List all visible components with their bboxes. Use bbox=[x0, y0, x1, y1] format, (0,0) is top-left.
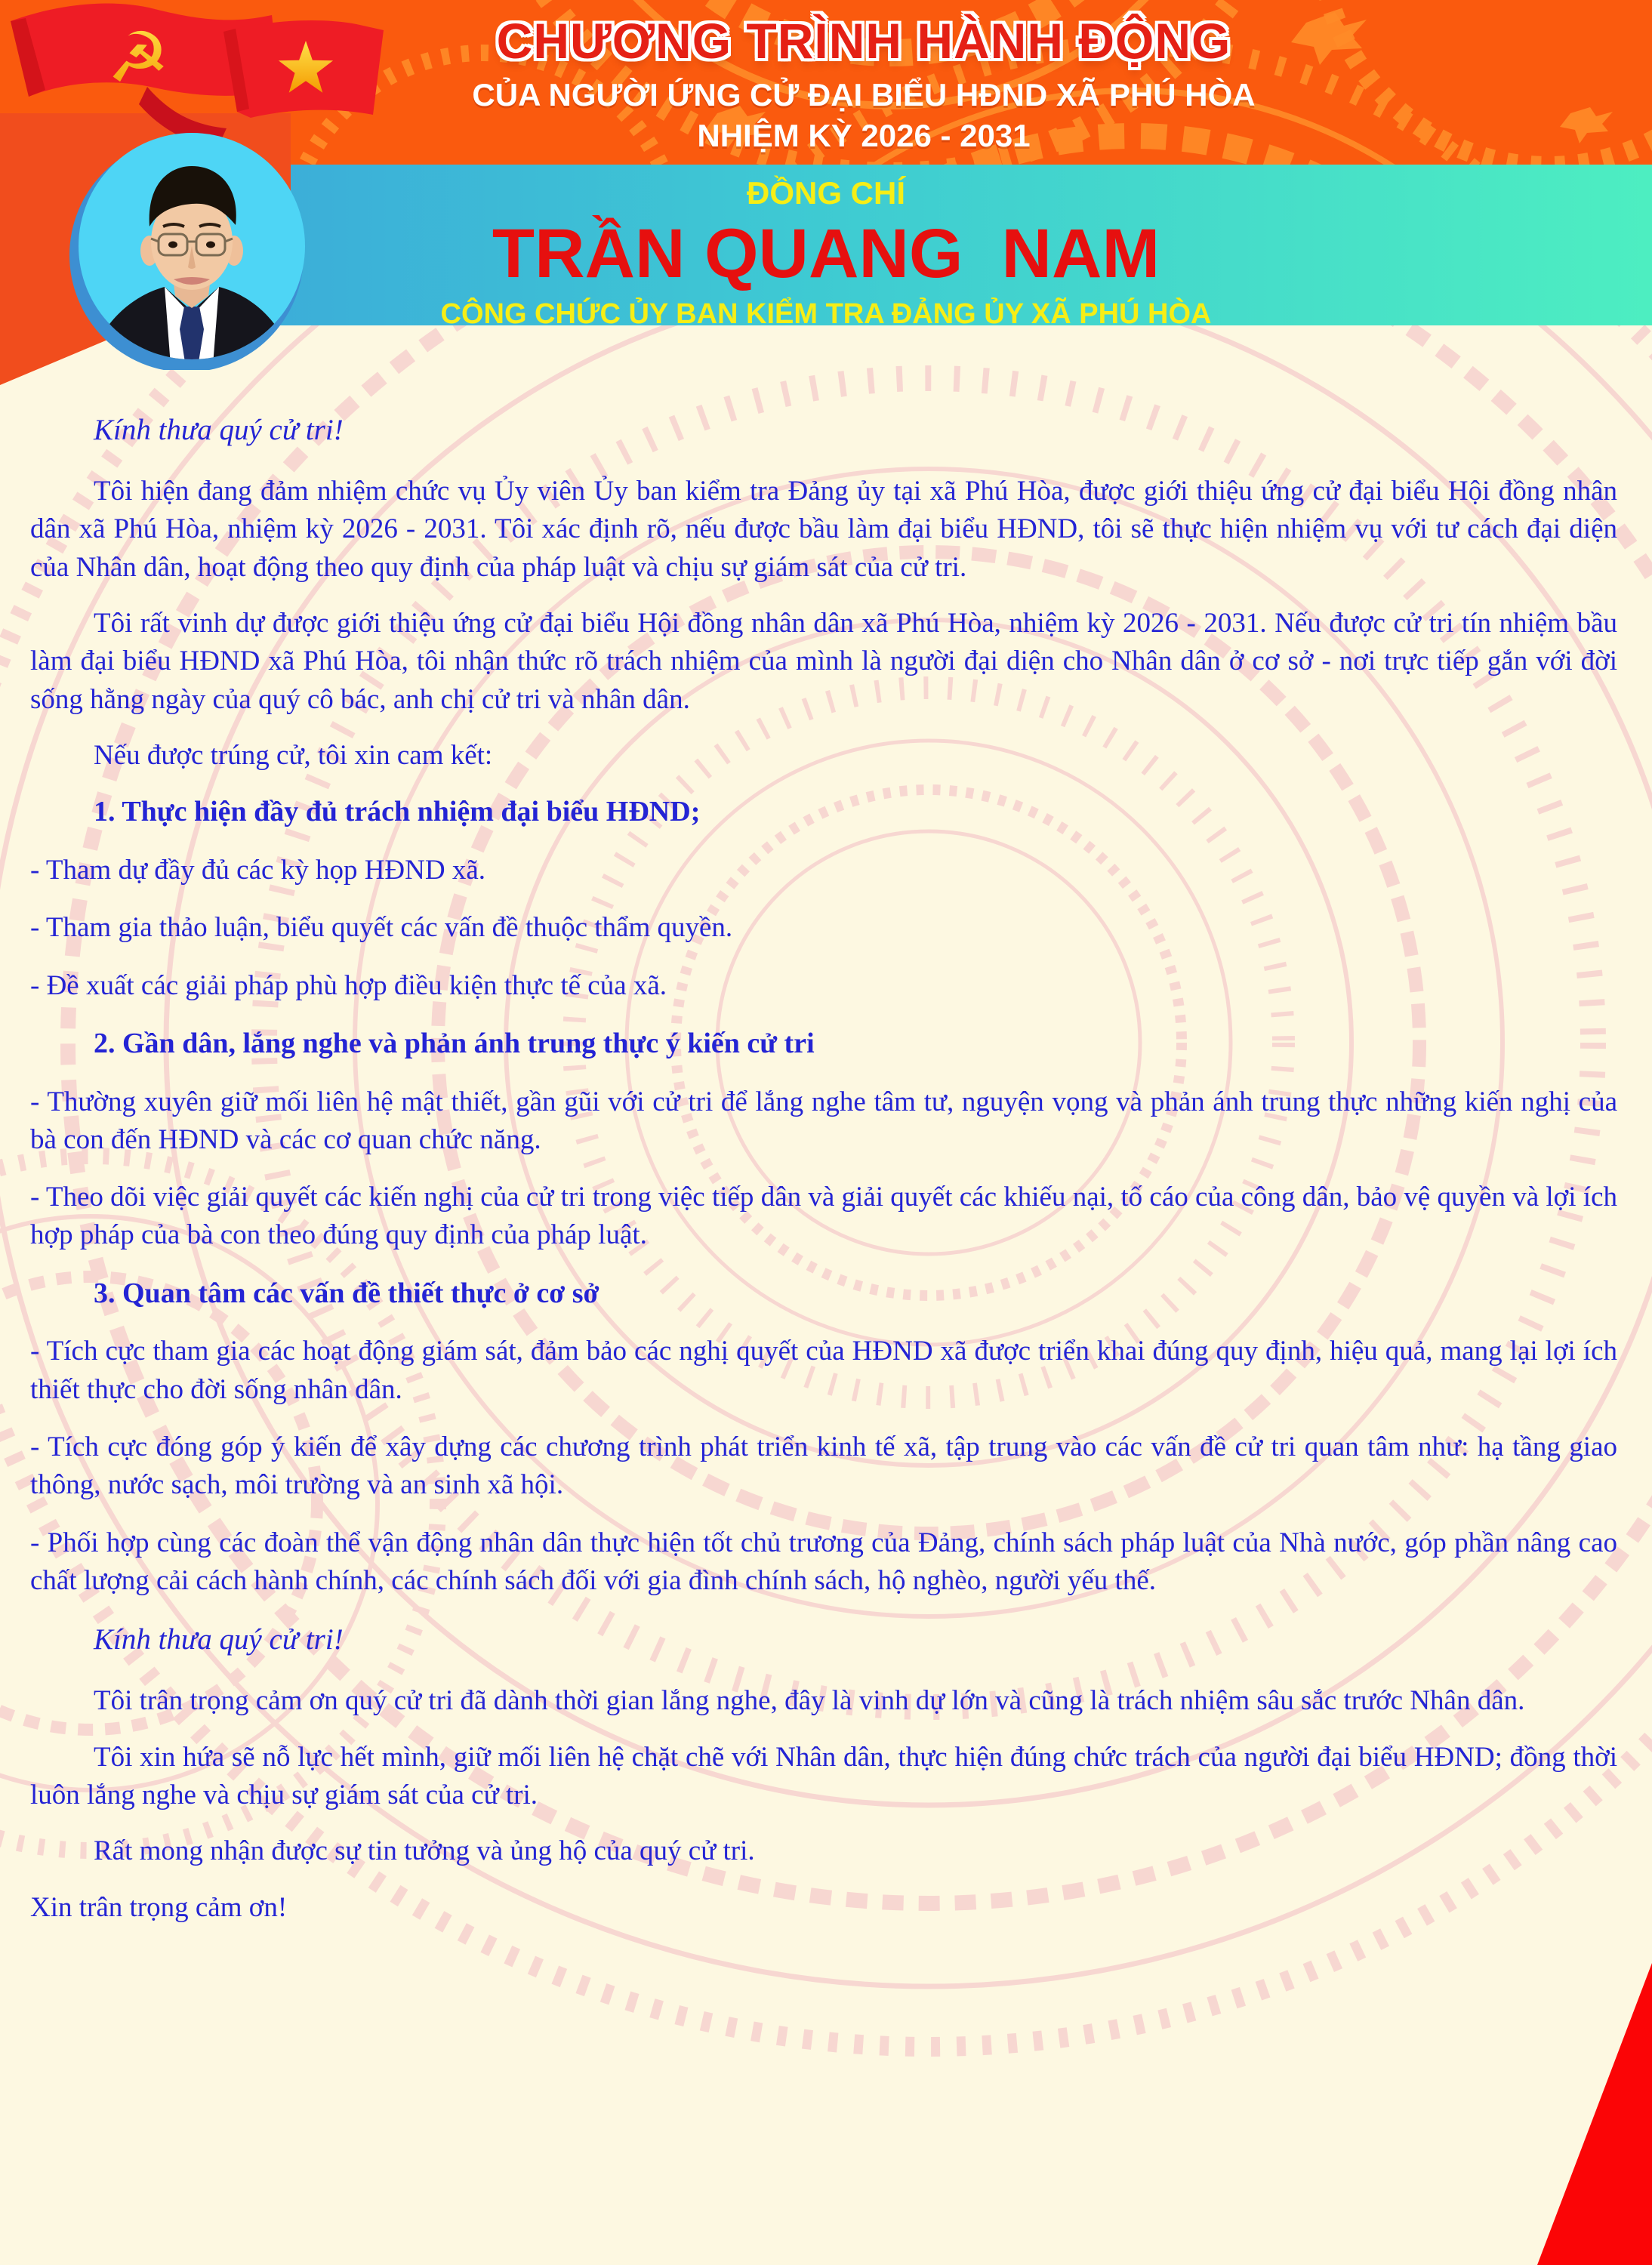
paragraph: Tôi trân trọng cảm ơn quý cử tri đã dành thời gian lắng nghe, đây là vinh dự lớn và cũng là trách nhiệm sâu sắc trước Nhân dân. bbox=[94, 1685, 1525, 1717]
honorific-label: ĐỒNG CHÍ bbox=[747, 175, 905, 211]
section-3-heading: 3. Quan tâm các vấn đề thiết thực ở cơ sở bbox=[94, 1277, 599, 1309]
gold-star-flag-icon bbox=[223, 20, 384, 118]
paragraph: Nếu được trúng cử, tôi xin cam kết: bbox=[94, 739, 493, 771]
program-title: CHƯƠNG TRÌNH HÀNH ĐỘNG bbox=[496, 13, 1231, 69]
candidate-photo bbox=[69, 131, 308, 374]
body-area bbox=[0, 325, 1652, 2265]
section-1-heading: 1. Thực hiện đầy đủ trách nhiệm đại biểu HĐND; bbox=[94, 796, 701, 828]
paragraph: Tôi rất vinh dự được giới thiệu ứng cử đại biểu Hội đồng nhân dân xã Phú Hòa, nhiệm kỳ 2026 - 2031. Nếu được cử tri tín nhiệm bầu làm đại biểu HĐND xã Phú Hòa, tôi nhận thức rõ trách nhiệm của mình là người đại diện cho Nhân dân ở cơ sở - nơi trực tiếp gắn với đời sống hằng ngày của quý cô bác, anh chị cử tri và nhân dân. bbox=[30, 607, 1617, 715]
closing-line: Xin trân trọng cảm ơn! bbox=[30, 1891, 288, 1923]
bullet-item: - Tham dự đầy đủ các kỳ họp HĐND xã. bbox=[30, 854, 486, 886]
paragraph: Rất mong nhận được sự tin tưởng và ủng hộ của quý cử tri. bbox=[94, 1835, 755, 1867]
bullet-item: - Theo dõi việc giải quyết các kiến nghị của cử tri trong việc tiếp dân và giải quyết các khiếu nại, tố cáo của công dân, bảo vệ quyền và lợi ích hợp pháp của bà con theo đúng quy định của pháp luật. bbox=[30, 1182, 1617, 1251]
paragraph: Tôi xin hứa sẽ nỗ lực hết mình, giữ mối liên hệ chặt chẽ với Nhân dân, thực hiện đúng chức trách của người đại biểu HĐND; đồng thời luôn lắng nghe và chịu sự giám sát của cử tri. bbox=[30, 1741, 1617, 1810]
paragraph: Tôi hiện đang đảm nhiệm chức vụ Ủy viên Ủy ban kiểm tra Đảng ủy tại xã Phú Hòa, được giới thiệu ứng cử đại biểu Hội đồng nhân dân xã Phú Hòa, nhiệm kỳ 2026 - 2031. Tôi xác định rõ, nếu được bầu làm đại biểu HĐND, tôi sẽ thực hiện nhiệm vụ với tư cách đại diện của Nhân dân, hoạt động theo quy định của pháp luật và chịu sự giám sát của cử tri. bbox=[30, 476, 1617, 583]
candidate-name: TRẦN QUANG NAM bbox=[492, 215, 1160, 292]
letter-body bbox=[0, 325, 1652, 1927]
bullet-item: - Tham gia thảo luận, biểu quyết các vấn đề thuộc thẩm quyền. bbox=[30, 912, 733, 944]
hammer-sickle-icon: ☭ bbox=[107, 17, 170, 98]
greeting-line: Kính thưa quý cử tri! bbox=[94, 414, 344, 446]
program-subtitle-2: NHIỆM KỲ 2026 - 2031 bbox=[697, 118, 1031, 153]
bullet-item: - Phối hợp cùng các đoàn thể vận động nhân dân thực hiện tốt chủ trương của Đảng, chính sách pháp luật của Nhà nước, góp phần nâng cao chất lượng cải cách hành chính, các chính sách đối với gia đình chính sách, hộ nghèo, người yếu thế. bbox=[30, 1527, 1617, 1596]
bullet-item: - Tích cực đóng góp ý kiến để xây dựng các chương trình phát triển kinh tế xã, tập trung vào các vấn đề cử tri quan tâm như: hạ tầng giao thông, nước sạch, môi trường và an sinh xã hội. bbox=[30, 1431, 1617, 1501]
program-subtitle-1: CỦA NGƯỜI ỨNG CỬ ĐẠI BIỂU HĐND XÃ PHÚ HÒA bbox=[472, 77, 1256, 112]
candidate-position: CÔNG CHỨC ỦY BAN KIỂM TRA ĐẢNG ỦY XÃ PHÚ HÒA bbox=[440, 298, 1212, 330]
bullet-item: - Tích cực tham gia các hoạt động giám sát, đảm bảo các nghị quyết của HĐND xã được triển khai đúng quy định, hiệu quả, mang lại lợi ích thiết thực cho đời sống nhân dân. bbox=[30, 1336, 1617, 1405]
section-2-heading: 2. Gần dân, lắng nghe và phản ánh trung thực ý kiến cử tri bbox=[94, 1027, 815, 1059]
bullet-item: - Đề xuất các giải pháp phù hợp điều kiện thực tế của xã. bbox=[30, 969, 667, 1001]
portrait-avatar bbox=[69, 131, 308, 370]
greeting-line: Kính thưa quý cử tri! bbox=[94, 1623, 344, 1656]
bullet-item: - Thường xuyên giữ mối liên hệ mật thiết, gần gũi với cử tri để lắng nghe tâm tư, nguyện vọng và phản ánh trung thực những kiến nghị của bà con đến HĐND và các cơ quan chức năng. bbox=[30, 1086, 1617, 1155]
